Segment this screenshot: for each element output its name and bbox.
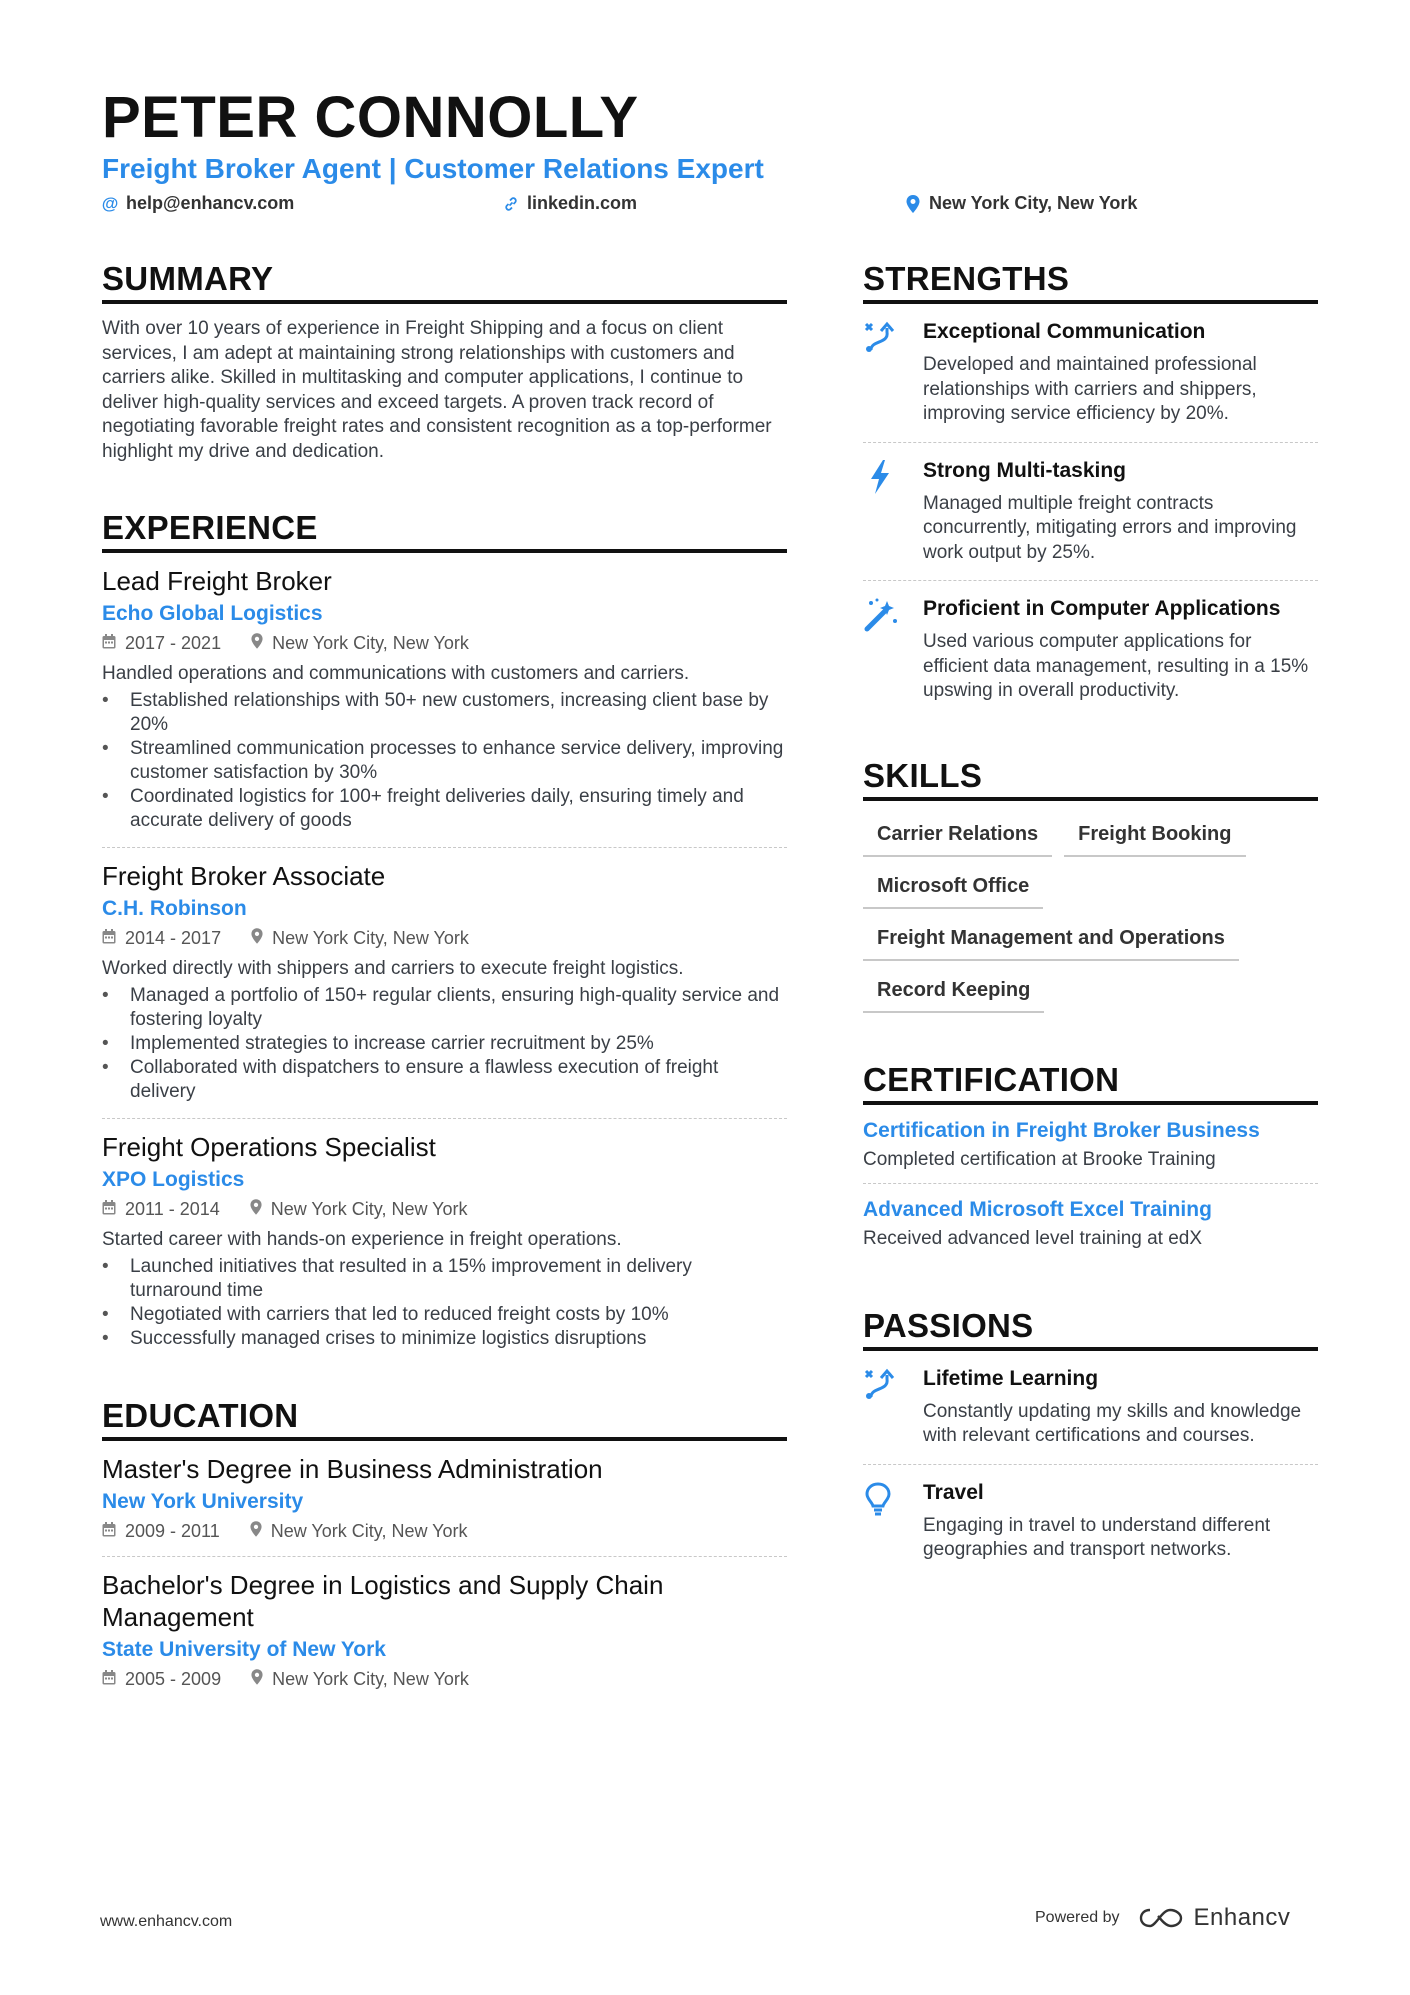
certification-description: Completed certification at Brooke Training [863, 1148, 1216, 1170]
route-icon [863, 1367, 923, 1449]
location-pin-icon [251, 928, 263, 949]
passion-item [863, 1465, 1318, 1578]
location-pin-icon [250, 1199, 262, 1220]
certification-item [863, 1105, 1318, 1184]
job-location [251, 633, 469, 654]
left-column [102, 260, 787, 1704]
lightbulb-icon [863, 1481, 923, 1563]
candidate-title: Freight Broker Agent | Customer Relations Expert [102, 153, 764, 184]
job-location-text: New York City, New York [272, 633, 469, 653]
summary-heading: SUMMARY [102, 260, 787, 304]
education-dates: 2009 - 2011 [125, 1521, 220, 1541]
passion-title: Lifetime Learning [923, 1366, 1099, 1390]
email-text: help@enhancv.com [126, 193, 295, 213]
brand-name: Enhancv [1193, 1904, 1291, 1931]
bullet-item: • Collaborated with dispatchers to ensure a flawless execution of freight delivery [102, 1056, 787, 1104]
strength-item [863, 443, 1318, 582]
strength-title: Exceptional Communication [923, 320, 1206, 343]
education-meta [102, 1521, 787, 1542]
certification-item [863, 1184, 1318, 1262]
skills-list [863, 815, 1318, 1013]
link-icon [503, 196, 519, 212]
contact-location [905, 193, 1137, 214]
passion-title: Travel [923, 1480, 984, 1504]
bullet-item: • Implemented strategies to increase carrier recruitment by 25% [102, 1032, 787, 1056]
education-meta [102, 1669, 787, 1690]
passions-heading: PASSIONS [863, 1307, 1318, 1351]
magic-wand-icon [863, 597, 923, 704]
certification-title[interactable]: Certification in Freight Broker Business [863, 1118, 1260, 1142]
bullet-item: • Managed a portfolio of 150+ regular clients, ensuring high-quality service and fostering loyalty [102, 984, 787, 1032]
bullet-item: • Successfully managed crises to minimize logistics disruptions [102, 1327, 787, 1351]
job-location-text: New York City, New York [270, 1199, 468, 1219]
footer-branding[interactable] [1035, 1904, 1290, 1932]
passions-section [863, 1307, 1318, 1578]
company-name[interactable]: C.H. Robinson [102, 897, 247, 920]
at-icon: @ [101, 193, 119, 213]
job-title: Freight Operations Specialist [102, 1132, 436, 1162]
contact-linkedin[interactable] [503, 193, 637, 214]
education-location-text: New York City, New York [270, 1521, 468, 1541]
company-name[interactable]: XPO Logistics [102, 1168, 245, 1191]
education-location-text: New York City, New York [272, 1669, 469, 1689]
job-meta [102, 1199, 787, 1220]
job-dates: 2017 - 2021 [125, 633, 222, 653]
certification-description: Received advanced level training at edX [863, 1227, 1203, 1249]
candidate-name: PETER CONNOLLY [102, 85, 639, 150]
skills-section [863, 757, 1318, 1013]
summary-text: With over 10 years of experience in Freight Shipping and a focus on client services, I am adept at maintaining strong relationships with customers and carriers alike. Skilled in multitasking and computer applications, I continue to deliver high-quality services and exceed targets. A proven track record of negotiating favorable freight rates and consistent recognition as a top-performer highlight my drive and dedication. [102, 318, 772, 462]
route-icon [863, 320, 923, 427]
education-dates: 2005 - 2009 [125, 1669, 222, 1689]
education-entry [102, 1441, 787, 1557]
education-entry [102, 1557, 787, 1704]
job-meta [102, 633, 787, 654]
location-pin-icon [251, 633, 263, 654]
passion-description: Constantly updating my skills and knowledge with relevant certifications and courses. [923, 1400, 1302, 1446]
strength-description: Used various computer applications for efficient data management, resulting in a 15% upswing in overall productivity. [923, 631, 1309, 701]
strength-item [863, 581, 1318, 719]
certification-section [863, 1061, 1318, 1262]
job-dates: 2014 - 2017 [125, 928, 222, 948]
job-description: Handled operations and communications with customers and carriers. [102, 663, 690, 684]
brand-logo [1138, 1904, 1291, 1932]
job-location [250, 1199, 468, 1220]
strength-item [863, 304, 1318, 443]
powered-by-text: Powered by [1035, 1909, 1120, 1926]
enhancv-logo-icon [1138, 1907, 1184, 1929]
strength-title: Strong Multi-tasking [923, 458, 1126, 482]
school-name[interactable]: New York University [102, 1490, 304, 1513]
footer-website[interactable]: www.enhancv.com [100, 1913, 233, 1930]
contact-email[interactable] [102, 193, 294, 214]
skill-tag: Record Keeping [863, 971, 1044, 1013]
strengths-heading: STRENGTHS [863, 260, 1318, 304]
education-section [102, 1397, 787, 1704]
skill-tag: Carrier Relations [863, 815, 1052, 857]
job-description: Worked directly with shippers and carriers to execute freight logistics. [102, 958, 684, 979]
education-location [250, 1521, 468, 1542]
degree-title: Bachelor's Degree in Logistics and Supply Chain Management [102, 1570, 664, 1632]
job-meta [102, 928, 787, 949]
skills-heading: SKILLS [863, 757, 1318, 801]
strength-description: Developed and maintained professional relationships with carriers and shippers, improving service efficiency by 20%. [923, 354, 1257, 424]
experience-entry [102, 553, 787, 848]
calendar-icon [102, 634, 116, 654]
job-location [251, 928, 469, 949]
job-location-text: New York City, New York [272, 928, 469, 948]
education-location [251, 1669, 469, 1690]
experience-entry [102, 1119, 787, 1365]
experience-heading: EXPERIENCE [102, 509, 787, 553]
job-description: Started career with hands-on experience in freight operations. [102, 1229, 622, 1250]
location-text: New York City, New York [929, 193, 1138, 213]
job-bullets [102, 1255, 787, 1351]
strength-description: Managed multiple freight contracts concurrently, mitigating errors and improving work output by 25%. [923, 492, 1297, 563]
passion-item [863, 1351, 1318, 1465]
strengths-section [863, 260, 1318, 719]
passion-description: Engaging in travel to understand different geographies and transport networks. [923, 1514, 1271, 1560]
school-name[interactable]: State University of New York [102, 1638, 386, 1661]
location-pin-icon [251, 1669, 263, 1690]
skill-tag: Microsoft Office [863, 867, 1043, 909]
calendar-icon [102, 1670, 116, 1690]
company-name[interactable]: Echo Global Logistics [102, 602, 323, 625]
skill-tag: Freight Booking [1064, 815, 1245, 857]
bullet-item: • Streamlined communication processes to enhance service delivery, improving customer satisfaction by 30% [102, 737, 787, 785]
job-dates: 2011 - 2014 [125, 1199, 220, 1219]
calendar-icon [102, 929, 116, 949]
location-pin-icon [250, 1521, 262, 1542]
job-bullets [102, 984, 787, 1104]
bullet-item: • Launched initiatives that resulted in a 15% improvement in delivery turnaround time [102, 1255, 787, 1303]
education-heading: EDUCATION [102, 1397, 787, 1441]
lightning-icon [863, 459, 923, 566]
experience-entry [102, 848, 787, 1119]
calendar-icon [102, 1200, 116, 1220]
job-bullets [102, 689, 787, 833]
location-pin-icon [905, 195, 921, 213]
right-column [863, 260, 1318, 1578]
bullet-item: • Negotiated with carriers that led to reduced freight costs by 10% [102, 1303, 787, 1327]
certification-heading: CERTIFICATION [863, 1061, 1318, 1105]
experience-section [102, 509, 787, 1365]
linkedin-text: linkedin.com [527, 193, 638, 213]
summary-section [102, 260, 787, 464]
bullet-item: • Coordinated logistics for 100+ freight deliveries daily, ensuring timely and accurate delivery of goods [102, 785, 787, 833]
calendar-icon [102, 1522, 116, 1542]
job-title: Lead Freight Broker [102, 566, 332, 596]
job-title: Freight Broker Associate [102, 861, 386, 891]
degree-title: Master's Degree in Business Administration [102, 1454, 603, 1484]
strength-title: Proficient in Computer Applications [923, 597, 1281, 620]
certification-title[interactable]: Advanced Microsoft Excel Training [863, 1197, 1212, 1221]
bullet-item: • Established relationships with 50+ new customers, increasing client base by 20% [102, 689, 787, 737]
skill-tag: Freight Management and Operations [863, 919, 1239, 961]
